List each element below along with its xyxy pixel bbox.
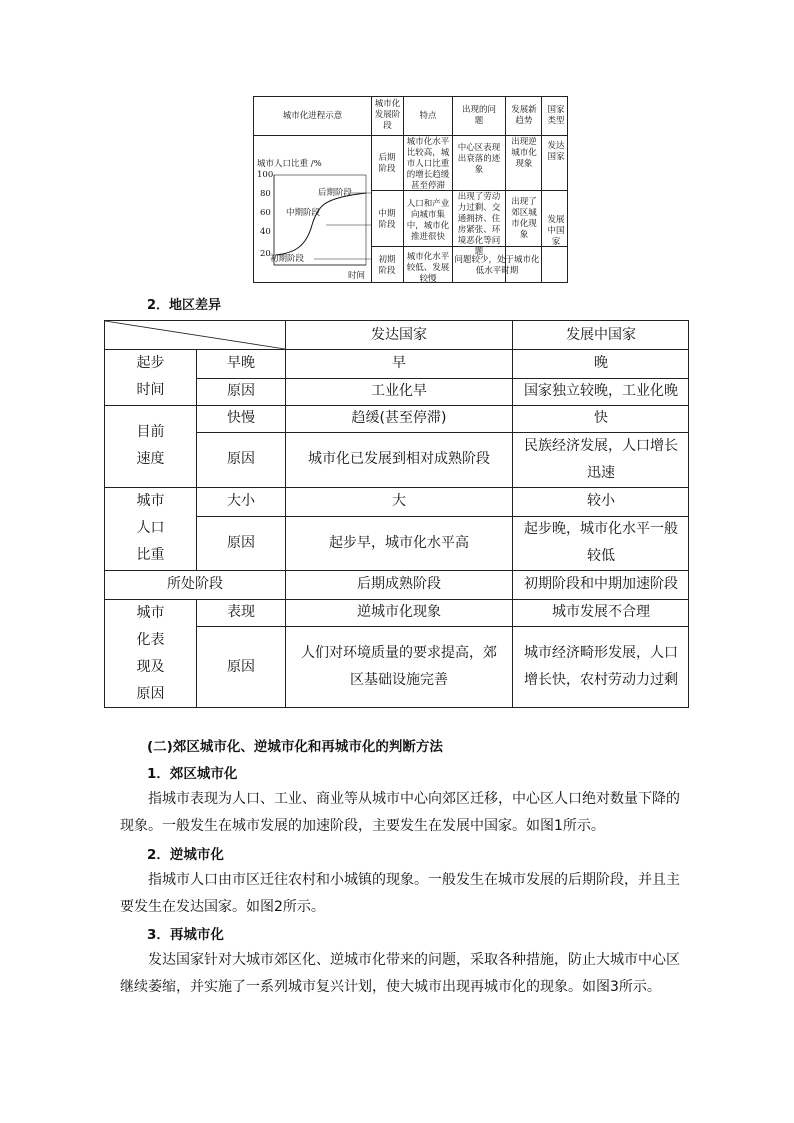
chart-xlabel: 时间 bbox=[348, 271, 366, 281]
cell-stage-dev: 后期成熟阶段 bbox=[357, 576, 441, 592]
cell-start-reason-developing: 国家独立较晚，工业化晚 bbox=[524, 383, 678, 399]
counter-urbanization-title: 2．逆城市化 bbox=[147, 847, 224, 863]
counter-urbanization-text: 指城市人口由市区迁往农村和小城镇的现象。一般发生在城市发展的后期阶段，并且主要发生在发达国家。如图2所示。 bbox=[120, 872, 680, 915]
row-size: 大小 bbox=[227, 493, 255, 509]
row-speed-reason: 原因 bbox=[227, 451, 255, 467]
cell-size-developing: 较小 bbox=[587, 493, 615, 509]
suburbanization-title: 1．郊区城市化 bbox=[147, 766, 238, 782]
chart-stage-late: 后期阶段 bbox=[318, 188, 353, 198]
trend-mid: 出现了郊区城市化现象 bbox=[511, 197, 537, 240]
group-stage: 所处阶段 bbox=[167, 576, 223, 592]
cell-speed-reason-dev: 城市化已发展到相对成熟阶段 bbox=[308, 451, 490, 467]
regional-differences-table bbox=[104, 320, 689, 708]
group-urban-population-share: 城市人口比重 bbox=[136, 493, 165, 563]
row-manifestation: 表现 bbox=[227, 604, 255, 620]
header-feature: 特点 bbox=[419, 111, 437, 121]
row-size-reason: 原因 bbox=[227, 534, 255, 551]
col-developing: 发展中国家 bbox=[566, 326, 636, 343]
ytick-20: 20 bbox=[260, 249, 271, 259]
feature-mid: 人口和产业向城市集中，城市化推进很快 bbox=[406, 199, 450, 242]
stage-late: 后期阶段 bbox=[378, 153, 396, 174]
cell-speed-developing: 快 bbox=[594, 410, 608, 426]
row-manifestation-reason: 原因 bbox=[227, 658, 255, 675]
ytick-100: 100 bbox=[257, 170, 274, 180]
country-mid: 发展中国家 bbox=[547, 215, 565, 247]
feature-early: 城市化水平较低、发展较慢 bbox=[406, 252, 450, 284]
header-process: 城市化进程示意 bbox=[282, 111, 343, 121]
stage-mid: 中期阶段 bbox=[378, 209, 396, 230]
cell-manifestation-reason-developing: 城市经济畸形发展，人口增长快，农村劳动力过剩 bbox=[524, 645, 678, 688]
row-start-reason: 原因 bbox=[227, 383, 255, 399]
ytick-40: 40 bbox=[260, 227, 271, 237]
group-current-speed: 目前速度 bbox=[136, 424, 165, 467]
cell-start-dev: 早 bbox=[392, 355, 406, 371]
ytick-80: 80 bbox=[260, 189, 271, 199]
section-regional-differences-title: 2．地区差异 bbox=[147, 298, 222, 313]
cell-manifestation-developing: 城市发展不合理 bbox=[552, 604, 650, 620]
urbanization-s-curve bbox=[276, 193, 366, 255]
chart-stage-mid: 中期阶段 bbox=[286, 208, 321, 218]
stage-early: 初期阶段 bbox=[378, 255, 396, 276]
row-early-late: 早晚 bbox=[227, 355, 255, 371]
part2-title: (二)郊区城市化、逆城市化和再城市化的判断方法 bbox=[147, 739, 443, 755]
col-developed: 发达国家 bbox=[371, 326, 427, 343]
cell-stage-developing: 初期阶段和中期加速阶段 bbox=[524, 576, 678, 592]
cell-size-dev: 大 bbox=[392, 493, 406, 509]
reurbanization-text: 发达国家针对大城市郊区化、逆城市化带来的问题，采取各种措施，防止大城市中心区继续萎缩，并实施了一系列城市复兴计划，使大城市出现再城市化的现象。如图3所示。 bbox=[120, 952, 680, 995]
header-problem: 出现的问题 bbox=[462, 105, 497, 126]
suburbanization-text: 指城市表现为人口、工业、商业等从城市中心向郊区迁移，中心区人口绝对数量下降的现象。一般发生在城市发展的加速阶段，主要发生在发展中国家。如图1所示。 bbox=[120, 791, 680, 834]
chart-stage-early: 初期阶段 bbox=[270, 254, 305, 264]
diagonal-header-line bbox=[105, 321, 285, 349]
cell-size-reason-developing: 起步晚，城市化水平一般较低 bbox=[524, 521, 678, 564]
cell-manifestation-dev: 逆城市化现象 bbox=[357, 604, 441, 620]
urbanization-process-table bbox=[253, 96, 568, 283]
header-stage: 城市化发展阶段 bbox=[374, 99, 401, 131]
cell-speed-dev: 趋缓(甚至停滞) bbox=[351, 410, 447, 426]
reurbanization-title: 3．再城市化 bbox=[147, 927, 224, 943]
chart-ylabel: 城市人口比重 /% bbox=[257, 159, 322, 169]
feature-late: 城市化水平比较高，城市人口比重的增长趋缓甚至停滞 bbox=[406, 137, 450, 191]
ytick-60: 60 bbox=[260, 208, 271, 218]
cell-speed-reason-developing: 民族经济发展，人口增长迅速 bbox=[524, 437, 678, 481]
group-manifestation: 城市化表现及原因 bbox=[136, 604, 165, 702]
problem-late: 中心区表现出衰落的迹象 bbox=[457, 143, 501, 175]
cell-size-reason-dev: 起步早，城市化水平高 bbox=[329, 534, 469, 551]
problem-early: 问题较少，处于城市化低水平时期 bbox=[454, 255, 540, 276]
header-country: 国家类型 bbox=[547, 105, 565, 126]
row-speed: 快慢 bbox=[227, 410, 255, 426]
header-trend: 发展新趋势 bbox=[511, 105, 537, 126]
cell-start-reason-dev: 工业化早 bbox=[371, 383, 427, 399]
country-late: 发达国家 bbox=[547, 141, 565, 162]
cell-manifestation-reason-dev: 人们对环境质量的要求提高，郊区基础设施完善 bbox=[301, 645, 497, 688]
problem-mid: 出现了劳动力过剩、交通拥挤、住房紧张、环境恶化等问题 bbox=[457, 192, 501, 257]
group-start-time: 起步时间 bbox=[136, 355, 165, 398]
cell-start-developing: 晚 bbox=[594, 355, 608, 371]
trend-late: 出现逆城市化现象 bbox=[511, 137, 537, 169]
